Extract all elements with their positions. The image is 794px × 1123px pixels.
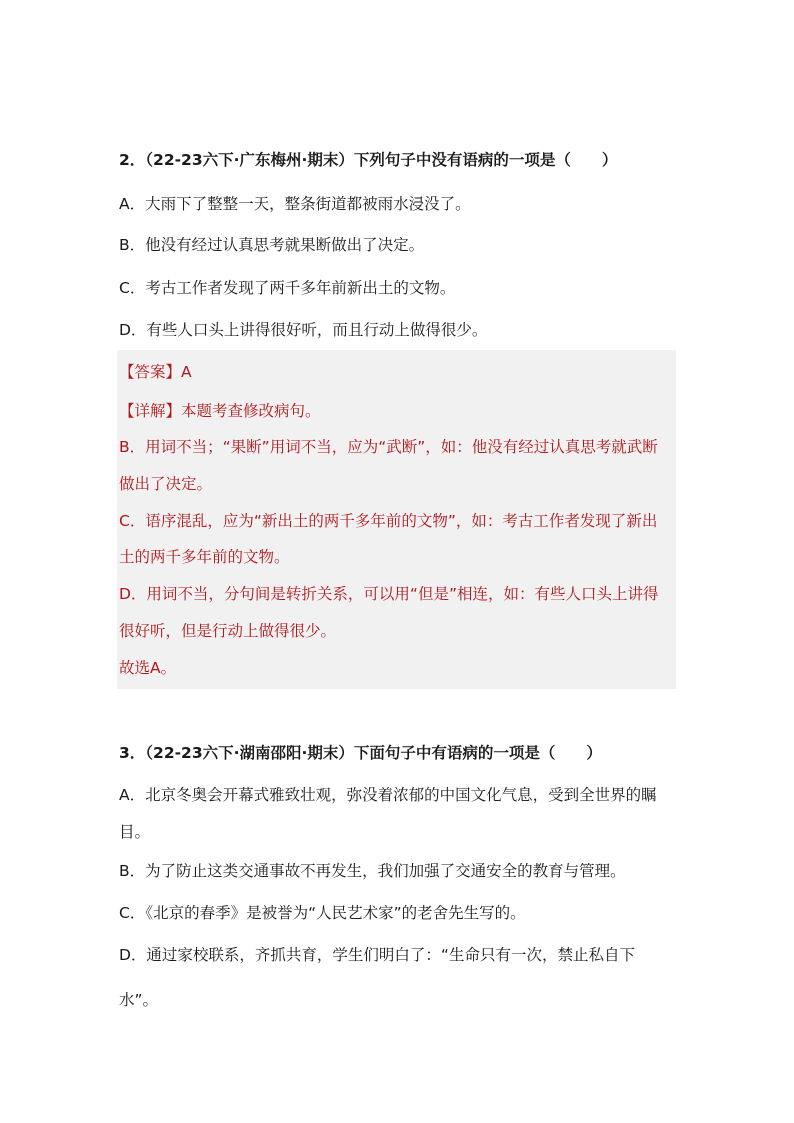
question-3-option-d-1: D．通过家校联系，齐抓共育，学生们明白了：“生命只有一次，禁止私自下 <box>119 946 635 964</box>
detail-text-c-1: C．语序混乱，应为“新出土的两千多年前的文物”，如：考古工作者发现了新出 <box>119 512 658 530</box>
question-3-option-d-2: 水”。 <box>119 991 159 1009</box>
detail-text-d-2: 很好听，但是行动上做得很少。 <box>119 622 337 640</box>
detail-text-b-2: 做出了决定。 <box>119 475 213 493</box>
answer-value: A <box>181 363 192 381</box>
question-2-option-b: B．他没有经过认真思考就果断做出了决定。 <box>119 236 425 254</box>
detail-tag: 【详解】 <box>119 402 182 420</box>
question-3-option-a-1: A．北京冬奥会开幕式雅致壮观，弥没着浓郁的中国文化气息，受到全世界的瞩 <box>119 786 657 804</box>
detail-line <box>119 401 321 421</box>
question-2-option-d: D．有些人口头上讲得很好听，而且行动上做得很少。 <box>119 321 488 339</box>
question-3-option-c: C．《北京的春季》是被誉为“人民艺术家”的老舍先生写的。 <box>119 904 526 922</box>
question-2-option-a: A．大雨下了整整一天，整条街道都被雨水浸没了。 <box>119 195 471 213</box>
detail-text-b-1: B．用词不当；“果断”用词不当，应为“武断”，如：他没有经过认真思考就武断 <box>119 438 658 456</box>
detail-intro: 本题考查修改病句。 <box>181 402 321 420</box>
question-3-title: 3．（22-23六下·湖南邵阳·期末）下面句子中有语病的一项是（ ） <box>119 744 602 762</box>
question-3-option-b: B．为了防止这类交通事故不再发生，我们加强了交通安全的教育与管理。 <box>119 862 626 880</box>
detail-text-d-1: D．用词不当，分句间是转折关系，可以用“但是”相连，如：有些人口头上讲得 <box>119 585 659 603</box>
answer-line <box>119 362 192 382</box>
answer-tag: 【答案】 <box>119 363 182 381</box>
question-2-title: 2．（22-23六下·广东梅州·期末）下列句子中没有语病的一项是（ ） <box>119 151 618 169</box>
detail-text-c-2: 土的两千多年前的文物。 <box>119 548 290 566</box>
question-2-option-c: C．考古工作者发现了两千多年前新出土的文物。 <box>119 279 456 297</box>
question-3-option-a-2: 目。 <box>119 823 151 841</box>
detail-conclusion: 故选A。 <box>119 659 177 677</box>
